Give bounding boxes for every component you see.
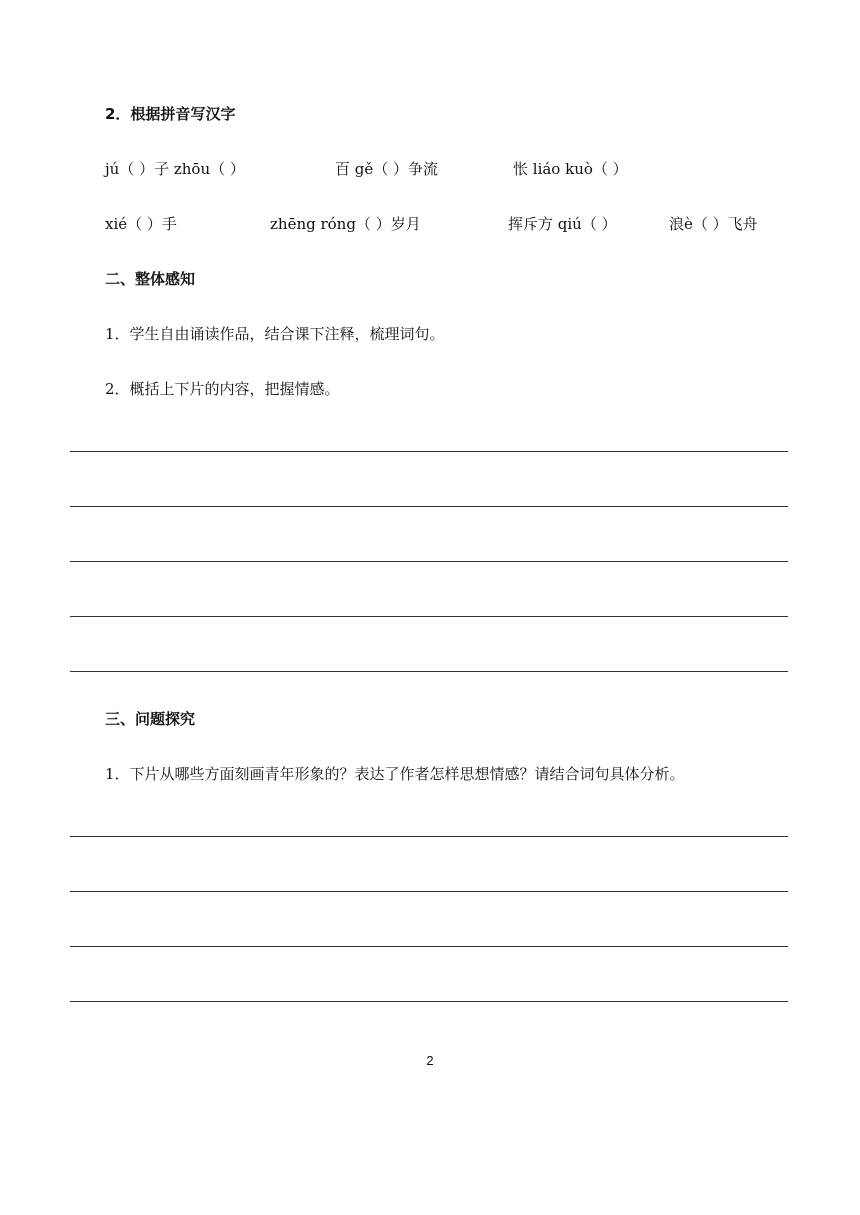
section-2-question-2: 2．概括上下片的内容，把握情感。: [105, 380, 340, 398]
answer-line: [70, 1001, 788, 1002]
pinyin-item: 百 gě（ ）争流: [335, 160, 439, 178]
section-3-question-1: 1．下片从哪些方面刻画青年形象的？表达了作者怎样思想情感？请结合词句具体分析。: [105, 765, 685, 783]
pinyin-item: 挥斥方 qiú（ ）: [508, 215, 617, 233]
answer-line: [70, 671, 788, 672]
section-2-question-1: 1．学生自由诵读作品，结合课下注释，梳理词句。: [105, 325, 445, 343]
answer-line: [70, 946, 788, 947]
answer-line: [70, 891, 788, 892]
pinyin-row-1: [105, 159, 805, 179]
pinyin-item: jú（ ）子 zhōu（ ）: [105, 160, 245, 178]
page-number: 2: [426, 1053, 434, 1068]
pinyin-item: 怅 liáo kuò（ ）: [513, 160, 628, 178]
pinyin-item: 浪è（ ）飞舟: [669, 215, 758, 233]
pinyin-row-2: [105, 214, 805, 234]
pinyin-question-title: 2．根据拼音写汉字: [105, 105, 236, 123]
section-2-heading: 二、整体感知: [105, 270, 196, 288]
answer-line: [70, 616, 788, 617]
answer-line: [70, 561, 788, 562]
pinyin-item: xié（ ）手: [105, 215, 177, 233]
answer-line: [70, 506, 788, 507]
pinyin-item: zhēng róng（ ）岁月: [270, 215, 421, 233]
answer-line: [70, 836, 788, 837]
section-3-heading: 三、问题探究: [105, 710, 196, 728]
answer-line: [70, 451, 788, 452]
